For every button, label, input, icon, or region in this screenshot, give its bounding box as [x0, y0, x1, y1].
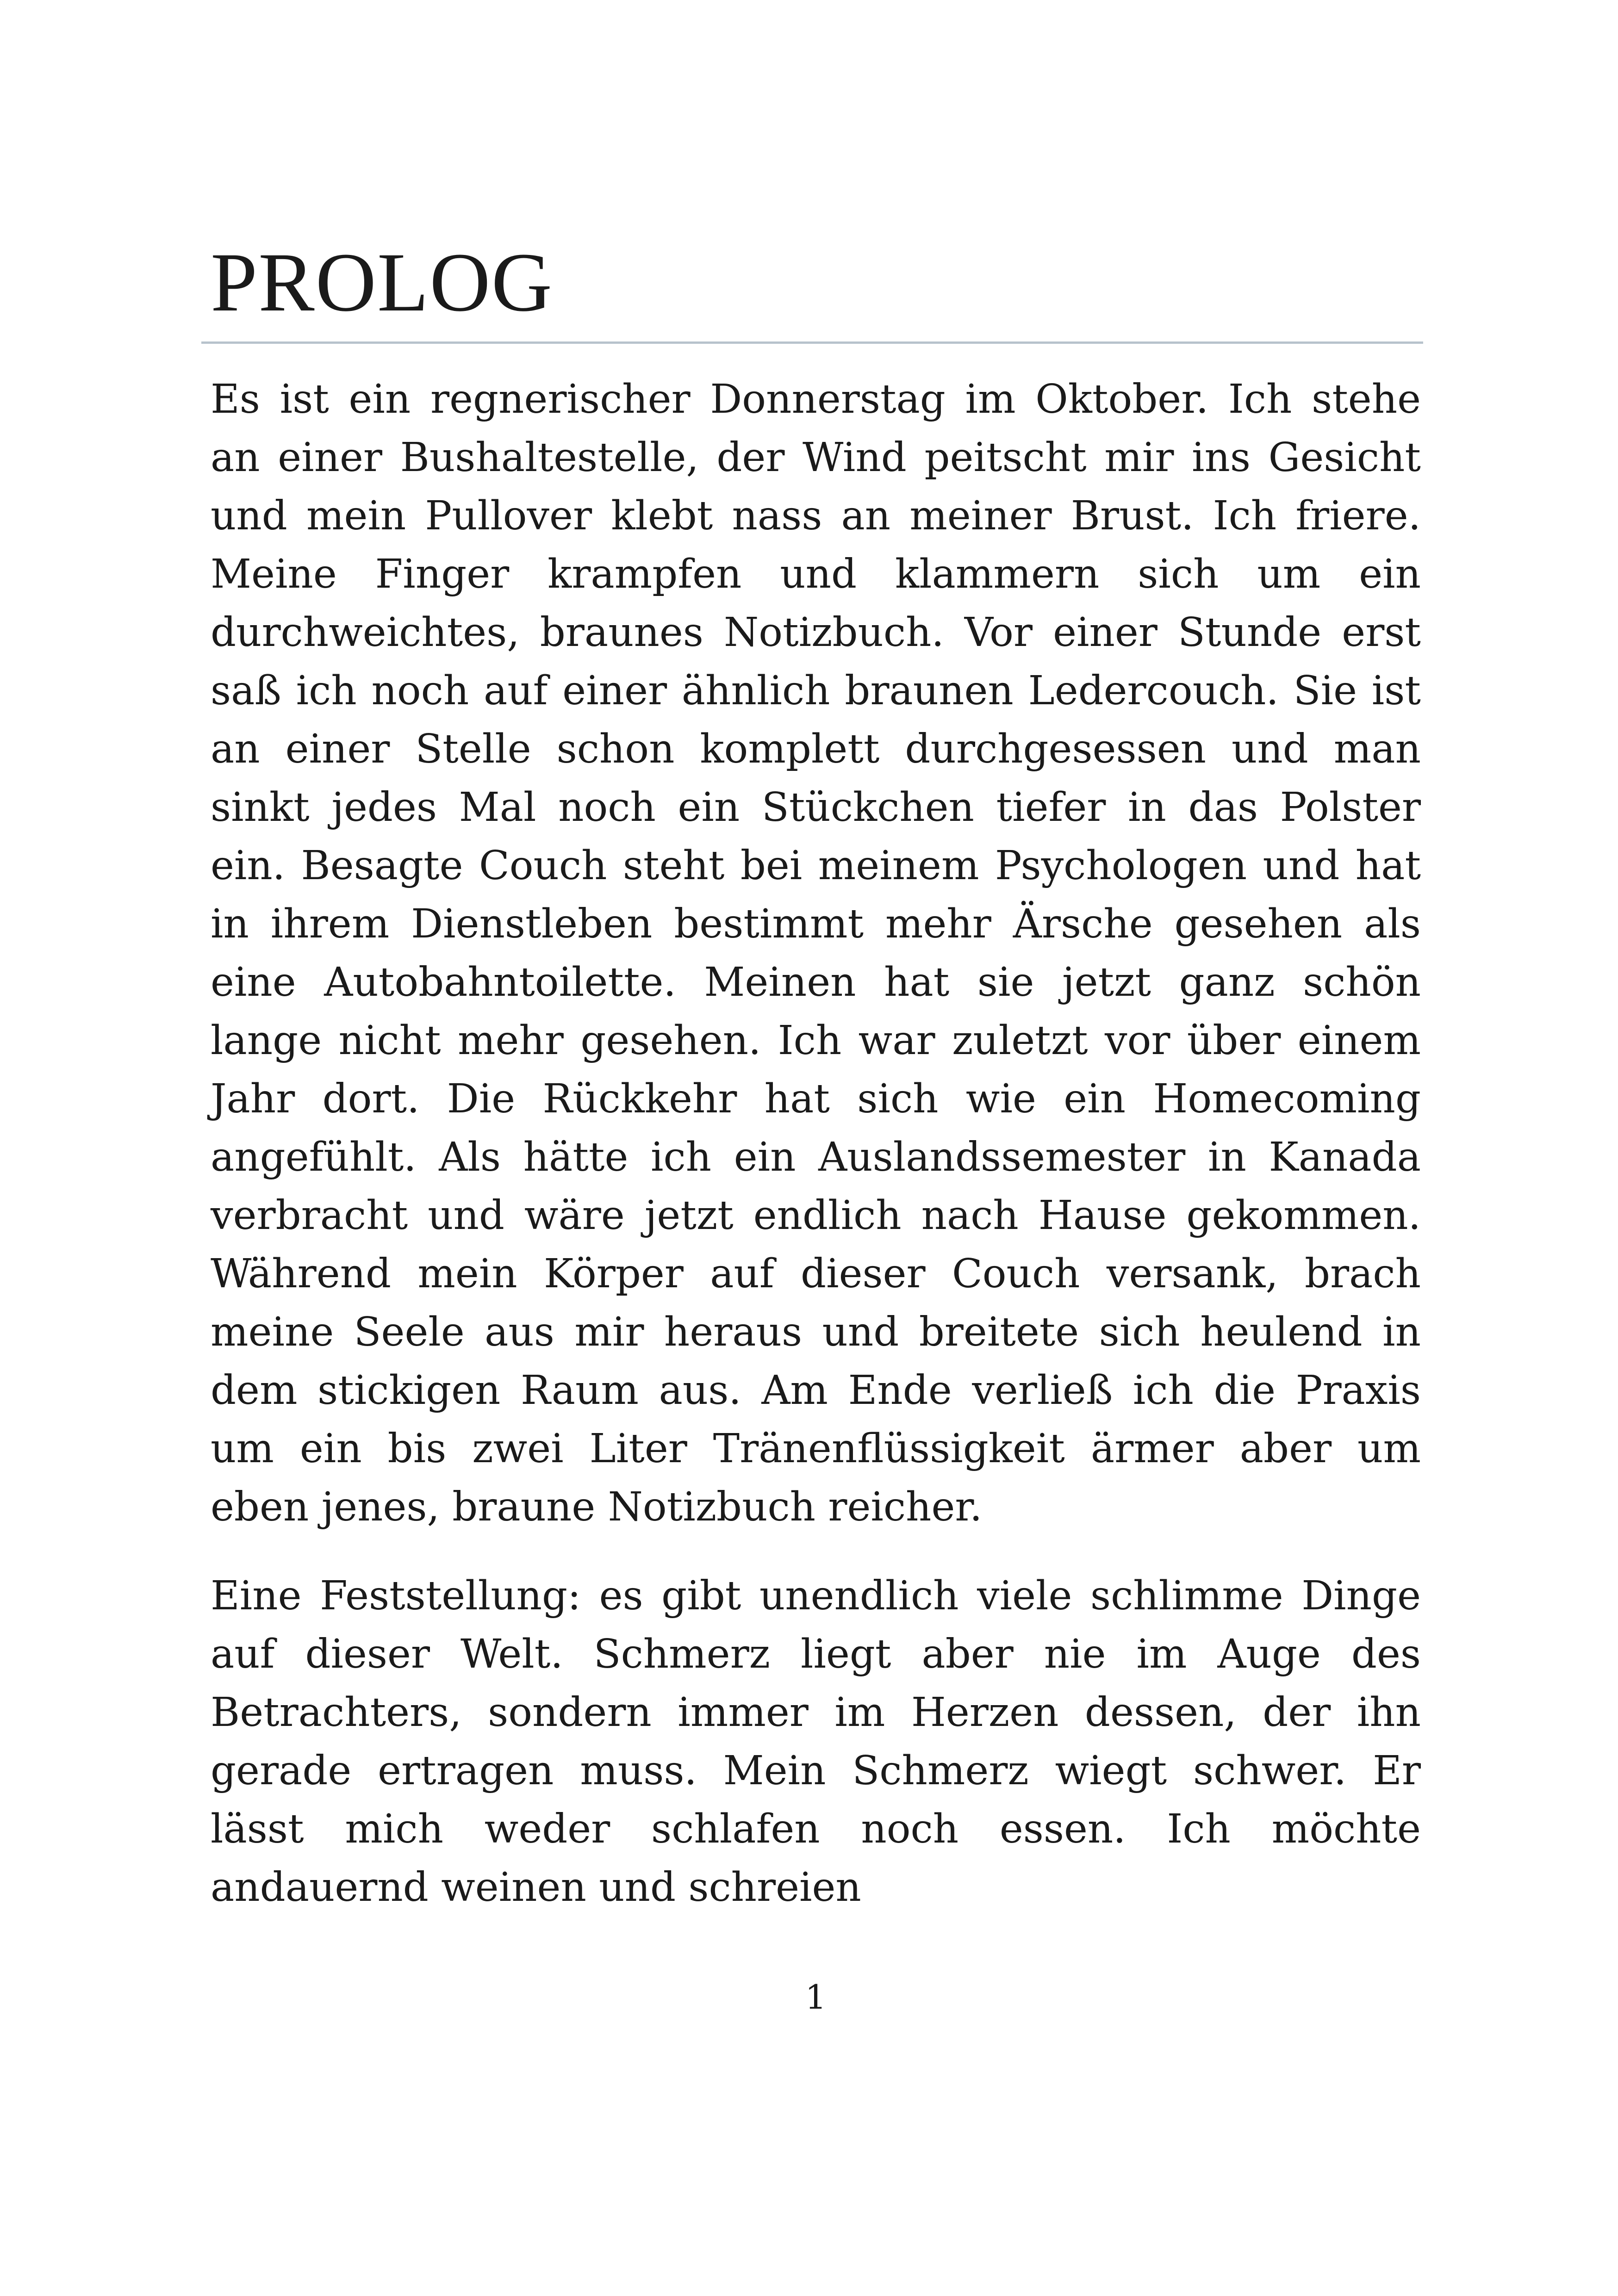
body-text — [211, 370, 1421, 1917]
title-divider — [201, 341, 1423, 344]
paragraph: Es ist ein regnerischer Donnerstag im Oktober. Ich stehe an einer Bushaltestelle, der Wind peitscht mir ins Gesicht und mein Pullover klebt nass an meiner Brust. Ich friere. Meine Finger krampfen und klammern sich um ein durchweichtes, braunes Notizbuch. Vor einer Stunde erst saß ich noch auf einer ähnlich braunen Ledercouch. Sie ist an einer Stelle schon komplett durchgesessen und man sinkt jedes Mal noch ein Stückchen tiefer in das Polster ein. Besagte Couch steht bei meinem Psychologen und hat in ihrem Dienstleben bestimmt mehr Ärsche gesehen als eine Autobahntoilette. Meinen hat sie jetzt ganz schön lange nicht mehr gesehen. Ich war zuletzt vor über einem Jahr dort. Die Rückkehr hat sich wie ein Homecoming angefühlt. Als hätte ich ein Auslandssemester in Kanada verbracht und wäre jetzt endlich nach Hause gekommen. Während mein Körper auf dieser Couch versank, brach meine Seele aus mir heraus und breitete sich heulend in dem stickigen Raum aus. Am Ende verließ ich die Praxis um ein bis zwei Liter Tränenflüssigkeit ärmer aber um eben jenes, braune Notizbuch reicher. — [211, 376, 1421, 1530]
page-number: 1 — [805, 1978, 827, 2017]
chapter-title: PROLOG — [211, 236, 554, 329]
paragraph: Eine Feststellung: es gibt unendlich viele schlimme Dinge auf dieser Welt. Schmerz liegt aber nie im Auge des Betrachters, sondern immer im Herzen dessen, der ihn gerade ertragen muss. Mein Schmerz wiegt schwer. Er lässt mich weder schlafen noch essen. Ich möchte andauernd weinen und schreien — [211, 1573, 1421, 1911]
document-page — [211, 0, 1421, 2296]
